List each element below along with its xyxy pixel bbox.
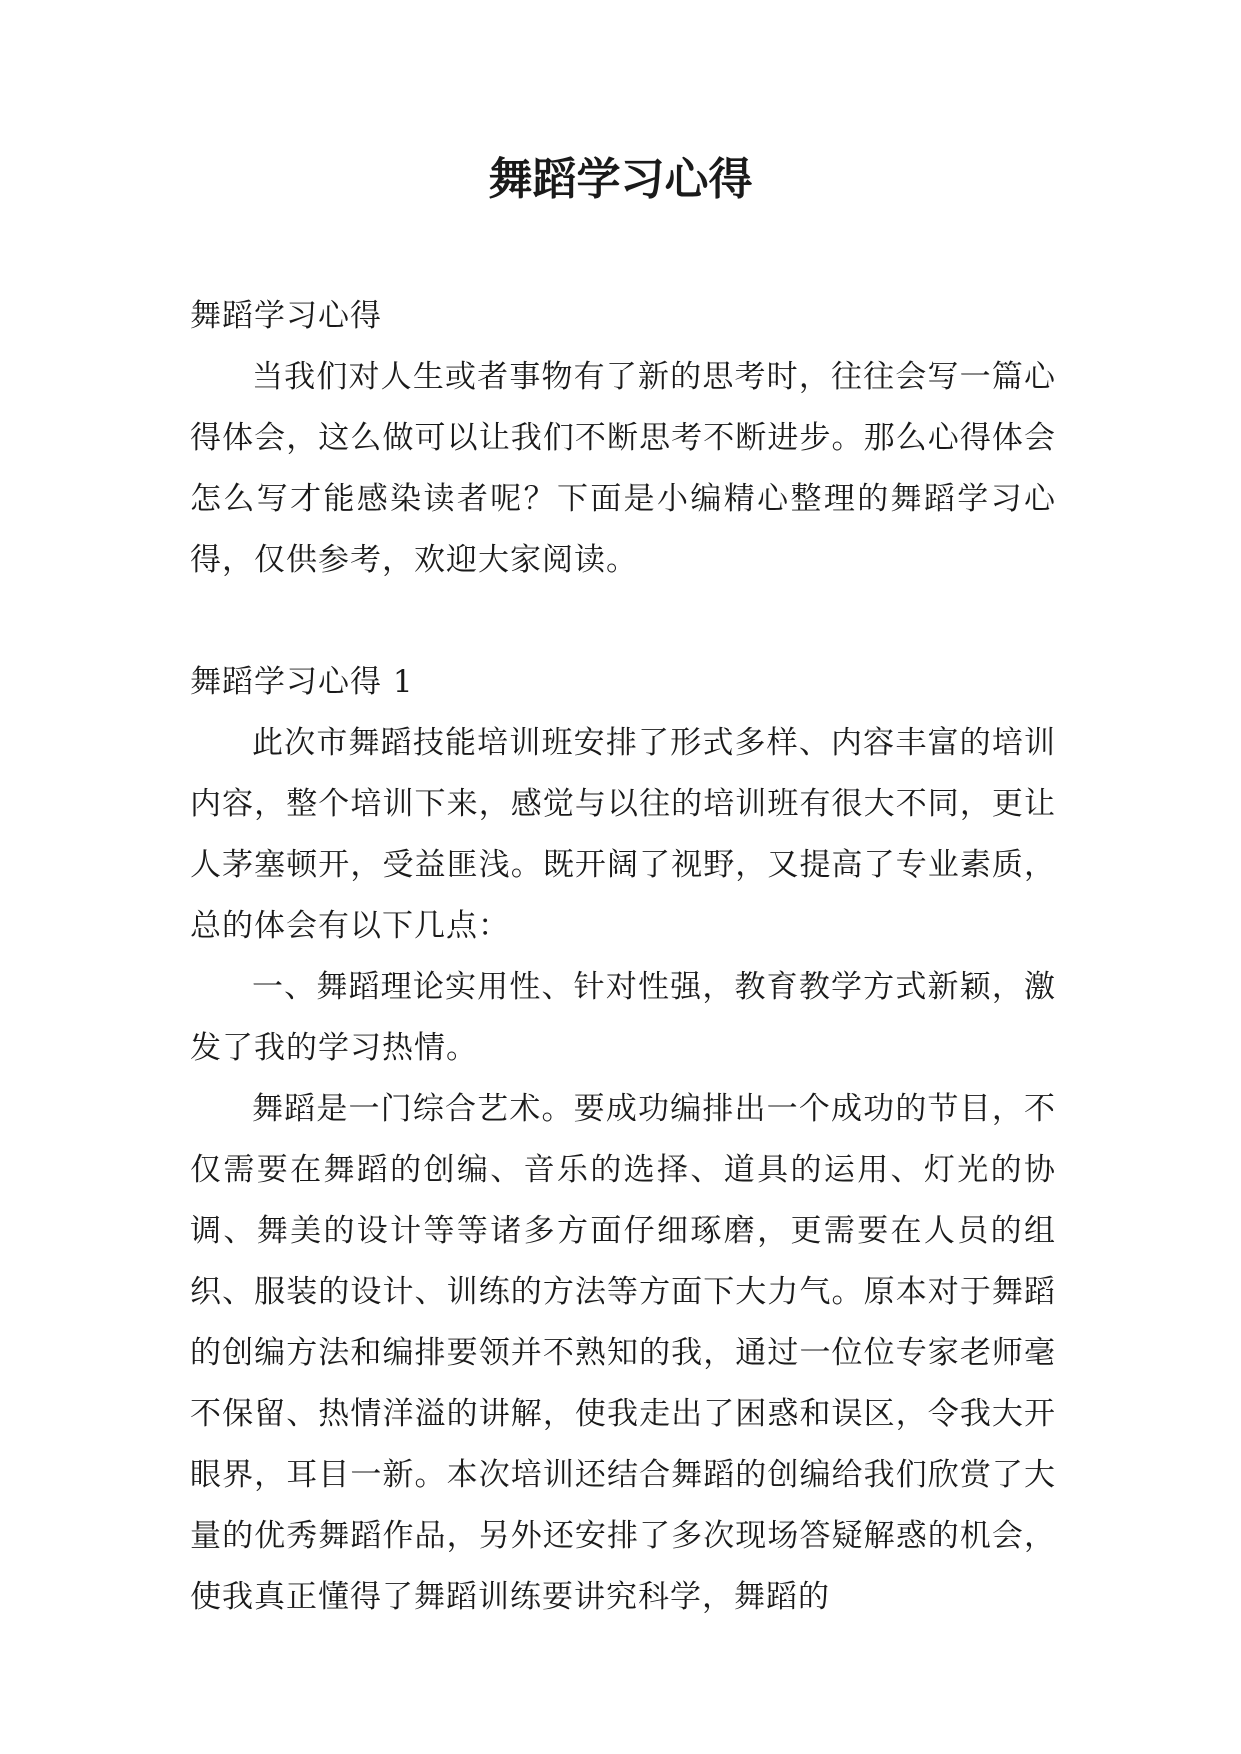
document-subtitle: 舞蹈学习心得 — [190, 298, 382, 334]
body-paragraph: 舞蹈是一门综合艺术。要成功编排出一个成功的节目，不仅需要在舞蹈的创编、音乐的选择、道具的运用、灯光的协调、舞美的设计等等诸多方面仔细琢磨，更需要在人员的组织、服装的设计、训练的方法等方面下大力气。原本对于舞蹈的创编方法和编排要领并不熟知的我，通过一位位专家老师毫不保留、热情洋溢的讲解，使我走出了困惑和误区，令我大开眼界，耳目一新。本次培训还结合舞蹈的创编给我们欣赏了大量的优秀舞蹈作品，另外还安排了多次现场答疑解惑的机会，使我真正懂得了舞蹈训练要讲究科学，舞蹈的 — [190, 1091, 1056, 1615]
intro-paragraph: 当我们对人生或者事物有了新的思考时，往往会写一篇心得体会，这么做可以让我们不断思考不断进步。那么心得体会怎么写才能感染读者呢？下面是小编精心整理的舞蹈学习心得，仅供参考，欢迎大家阅读。 — [190, 359, 1056, 578]
section-heading: 舞蹈学习心得 1 — [190, 664, 414, 700]
body-paragraph: 一、舞蹈理论实用性、针对性强，教育教学方式新颖，激发了我的学习热情。 — [190, 969, 1056, 1066]
document-body — [190, 286, 1056, 1628]
body-paragraph: 此次市舞蹈技能培训班安排了形式多样、内容丰富的培训内容，整个培训下来，感觉与以往的培训班有很大不同，更让人茅塞顿开，受益匪浅。既开阔了视野，又提高了专业素质，总的体会有以下几点： — [190, 725, 1056, 944]
document-title: 舞蹈学习心得 — [488, 154, 753, 205]
paragraph-spacer — [190, 591, 1056, 652]
